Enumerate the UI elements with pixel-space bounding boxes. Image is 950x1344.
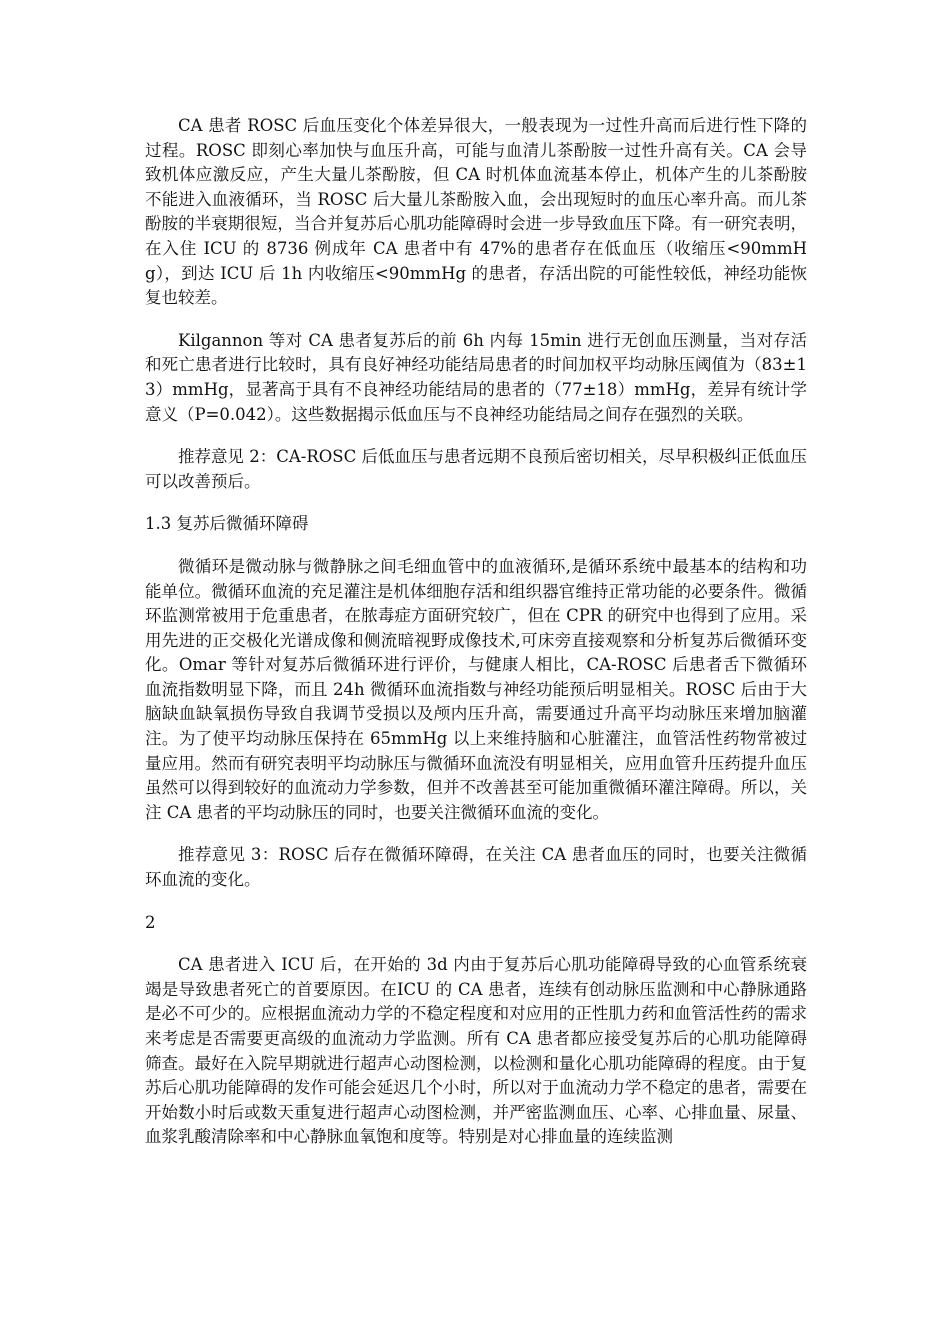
- paragraph-blood-pressure-changes: CA 患者 ROSC 后血压变化个体差异很大，一般表现为一过性升高而后进行性下降的过程。ROSC 即刻心率加快与血压升高，可能与血清儿茶酚胺一过性升高有关。CA 会导致机体应激反应，产生大量儿茶酚胺，但 CA 时机体血流基本停止，机体产生的儿茶酚胺不能进入血液循环，当 ROSC 后大量儿茶酚胺入血，会出现短时的血压心率升高。而儿茶酚胺的半衰期很短，当合并复苏后心肌功能障碍时会进一步导致血压下降。有一研究表明，在入住 ICU 的 8736 例成年 CA 患者中有 47%的患者存在低血压（收缩压<90mmHg），到达 ICU 后 1h 内收缩压<90mmHg 的患者，存活出院的可能性较低，神经功能恢复也较差。: [145, 116, 807, 308]
- paragraph-icu-monitoring: CA 患者进入 ICU 后，在开始的 3d 内由于复苏后心肌功能障碍导致的心血管系统衰竭是导致患者死亡的首要原因。在ICU 的 CA 患者，连续有创动脉压监测和中心静脉通路是必不可少的。应根据血流动力学的不稳定程度和对应用的正性肌力药和血管活性药的需求来考虑是否需要更高级的血流动力学监测。所有 CA 患者都应接受复苏后的心肌功能障碍筛查。最好在入院早期就进行超声心动图检测，以检测和量化心肌功能障碍的程度。由于复苏后心肌功能障碍的发作可能会延迟几个小时，所以对于血流动力学不稳定的患者，需要在开始数小时后或数天重复进行超声心动图检测，并严密监测血压、心率、心排血量、尿量、血浆乳酸清除率和中心静脉血氧饱和度等。特别是对心排血量的连续监测: [145, 955, 807, 1147]
- recommendation-3: 推荐意见 3：ROSC 后存在微循环障碍，在关注 CA 患者血压的同时，也要关注微循环血流的变化。: [145, 845, 807, 890]
- recommendation-2: 推荐意见 2：CA-ROSC 后低血压与患者远期不良预后密切相关，尽早积极纠正低血压可以改善预后。: [145, 447, 807, 491]
- section-heading-1-3: 1.3 复苏后微循环障碍: [145, 514, 309, 534]
- paragraph-kilgannon-study: Kilgannon 等对 CA 患者复苏后的前 6h 内每 15min 进行无创血压测量，当对存活和死亡患者进行比较时，具有良好神经功能结局患者的时间加权平均动脉压阈值为（83±13）mmHg，显著高于具有不良神经功能结局的患者的（77±18）mmHg，差异有统计学意义（P=0.042）。这些数据揭示低血压与不良神经功能结局之间存在强烈的关联。: [145, 330, 807, 424]
- paragraph-microcirculation: 微循环是微动脉与微静脉之间毛细血管中的血液循环,是循环系统中最基本的结构和功能单位。微循环血流的充足灌注是机体细胞存活和组织器官维持正常功能的必要条件。微循环监测常被用于危重患者，在脓毒症方面研究较广，但在 CPR 的研究中也得到了应用。采用先进的正交极化光谱成像和侧流暗视野成像技术,可床旁直接观察和分析复苏后微循环变化。Omar 等针对复苏后微循环进行评价，与健康人相比，CA-ROSC 后患者舌下微循环血流指数明显下降，而且 24h 微循环血流指数与神经功能预后明显相关。ROSC 后由于大脑缺血缺氧损伤导致自我调节受损以及颅内压升高，需要通过升高平均动脉压来增加脑灌注。为了使平均动脉压保持在 65mmHg 以上来维持脑和心脏灌注，血管活性药物常被过量应用。然而有研究表明平均动脉压与微循环血流没有明显相关，应用血管升压药提升血压虽然可以得到较好的血流动力学参数，但并不改善甚至可能加重微循环灌注障碍。所以，关注 CA 患者的平均动脉压的同时，也要关注微循环血流的变化。: [145, 556, 807, 822]
- document-body: [145, 114, 807, 1168]
- section-heading-2: 2: [145, 912, 156, 932]
